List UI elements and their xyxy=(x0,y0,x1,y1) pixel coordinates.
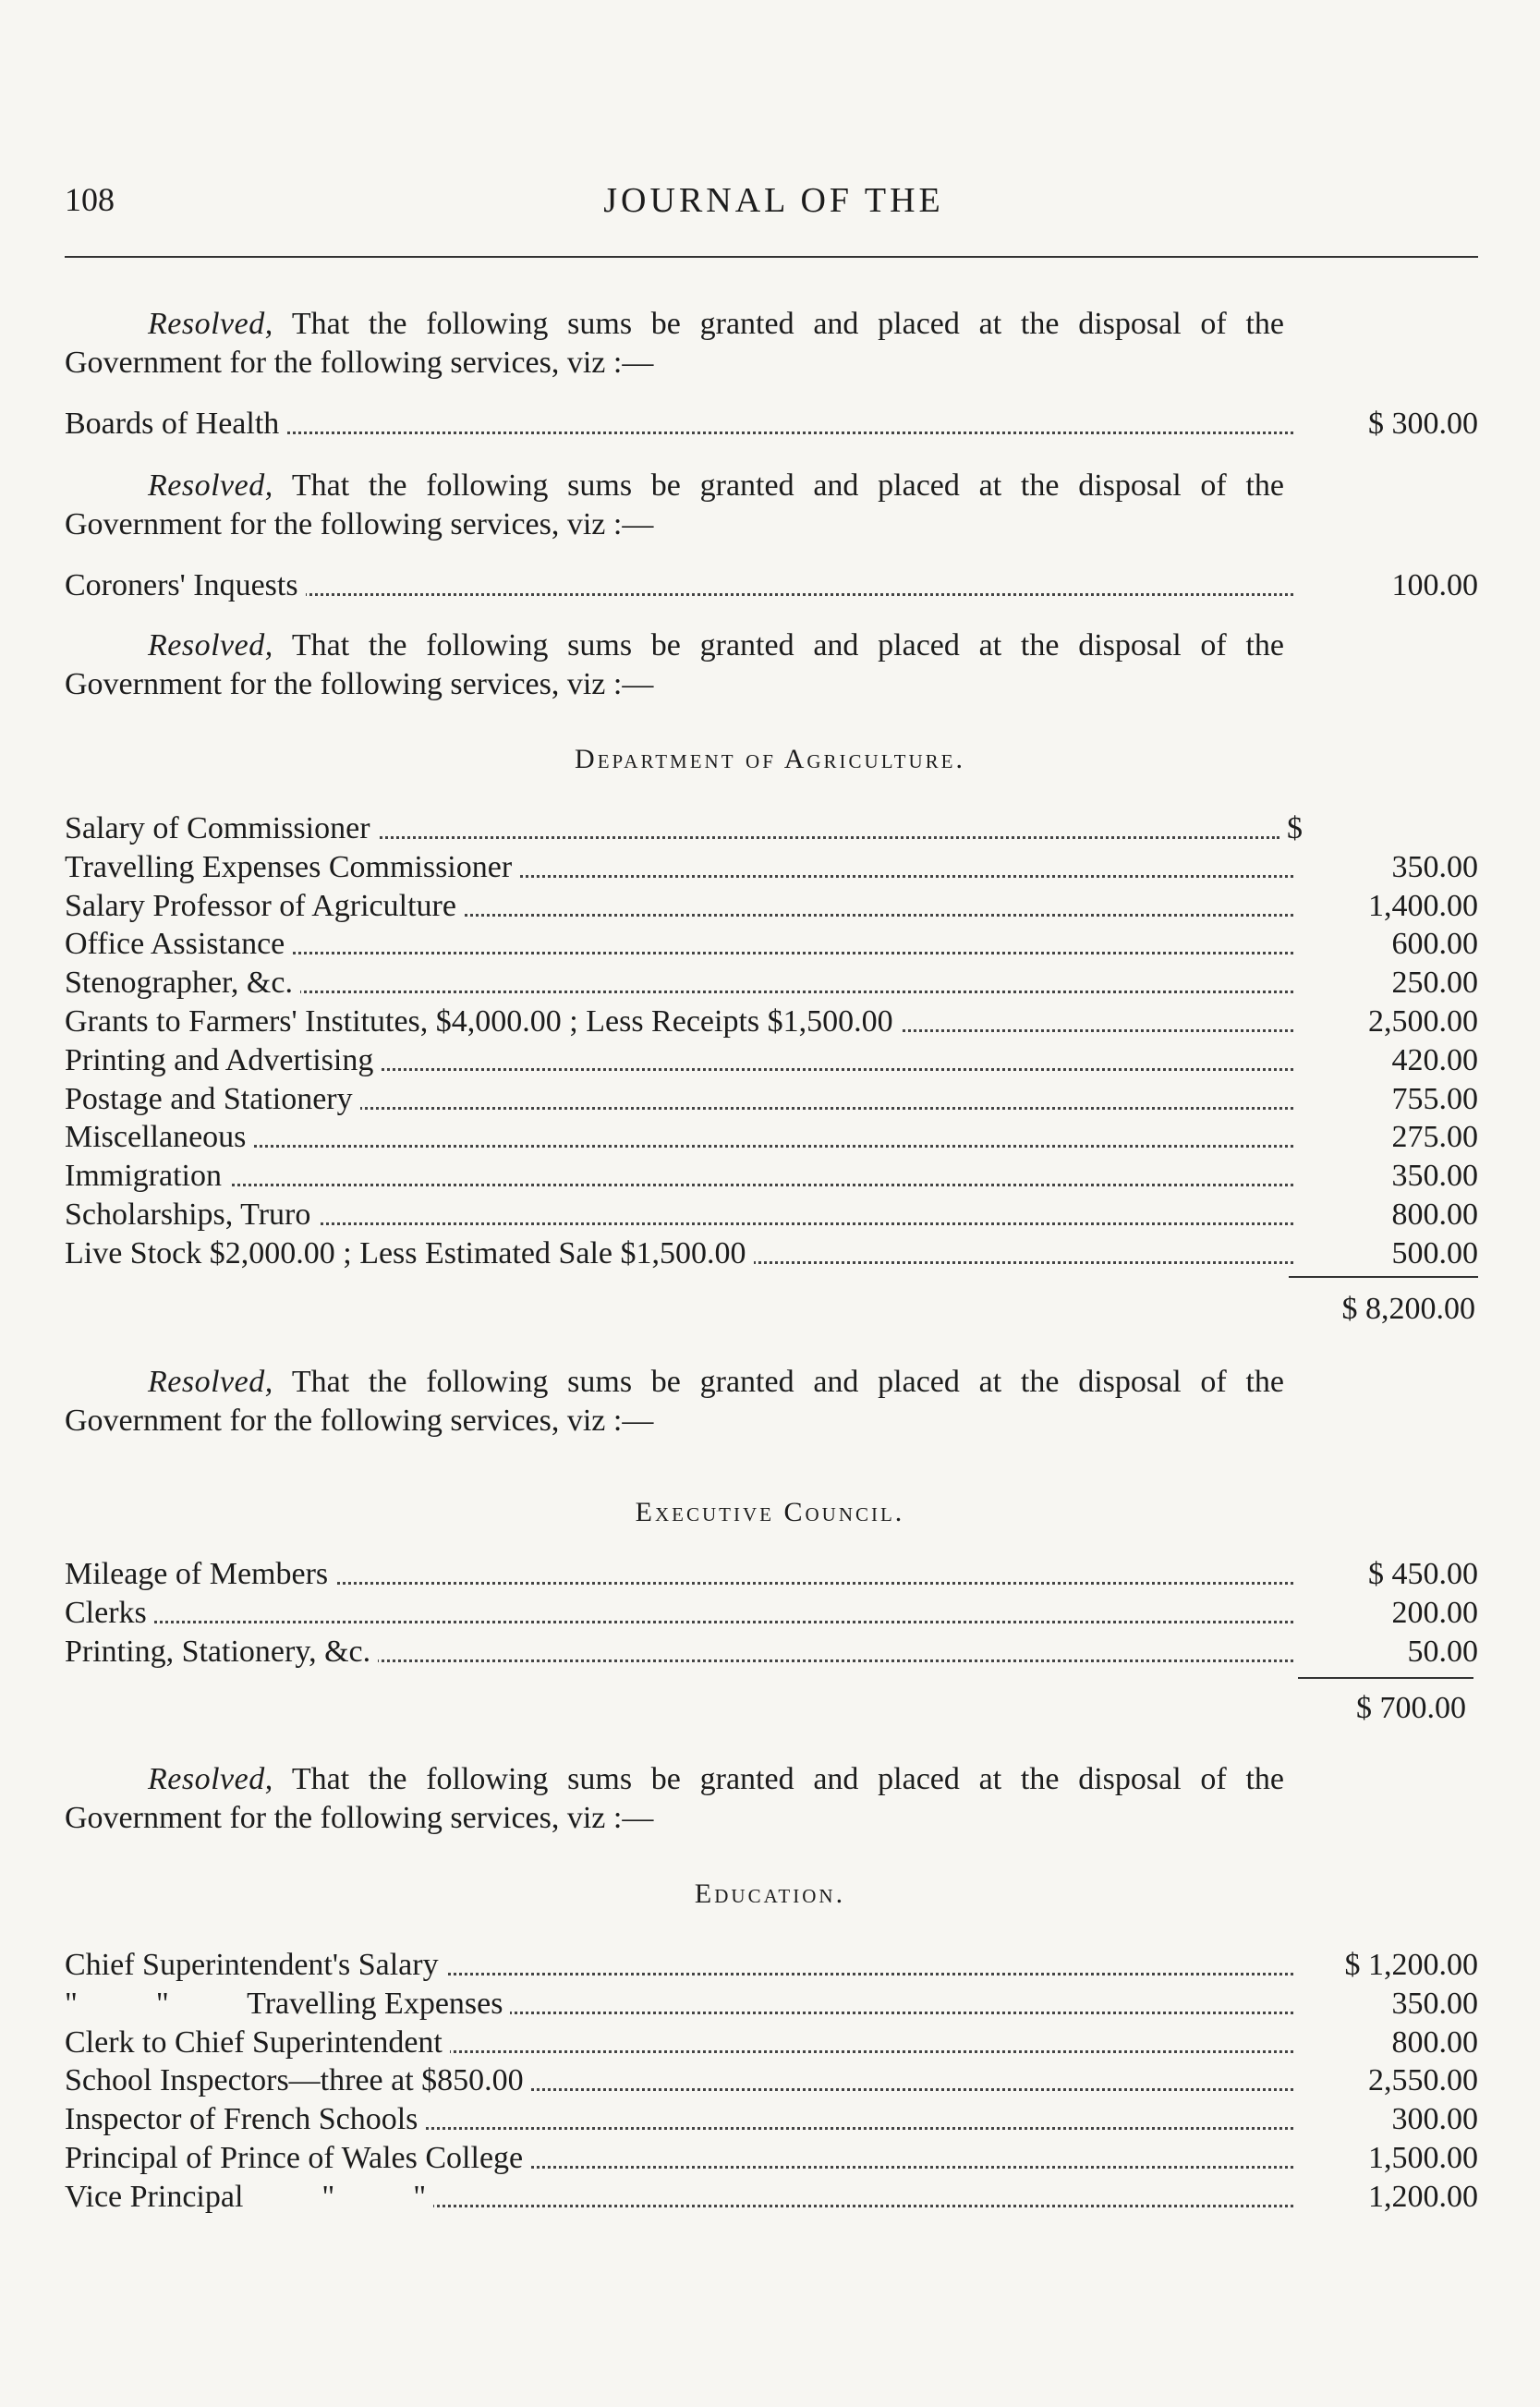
resolved-word: Resolved, xyxy=(148,628,273,663)
total-rule xyxy=(1289,1276,1478,1278)
item-amount: 1,500.00 xyxy=(1368,2140,1478,2175)
section-heading-education: Education. xyxy=(694,1878,846,1909)
item-amount: 1,400.00 xyxy=(1368,888,1478,923)
boards-entry-block xyxy=(65,407,1478,445)
resolved-word: Resolved, xyxy=(148,1762,273,1796)
line-item xyxy=(65,1557,1478,1596)
item-amount: 300.00 xyxy=(1391,2102,1478,2137)
resolution-text: That the following sums be granted and placed at the disposal of the Government for the following services, viz :— xyxy=(65,468,1284,541)
item-label: Travelling Expenses Commissioner xyxy=(65,850,519,885)
line-item xyxy=(65,2141,1478,2180)
item-label: Printing and Advertising xyxy=(65,1043,381,1078)
line-item xyxy=(65,2025,1478,2064)
line-item xyxy=(65,927,1478,966)
item-label: Stenographer, &c. xyxy=(65,966,300,1001)
item-amount: 250.00 xyxy=(1391,966,1478,1001)
item-amount: 350.00 xyxy=(1391,1986,1478,2021)
line-item xyxy=(65,1635,1478,1673)
coroners-entry-block xyxy=(65,568,1478,607)
resolution-paragraph xyxy=(65,305,1284,383)
line-item xyxy=(65,1987,1478,2025)
resolution-text: That the following sums be granted and placed at the disposal of the Government for the following services, viz :— xyxy=(65,1365,1284,1438)
item-amount: 100.00 xyxy=(1391,568,1478,602)
page-number: 108 xyxy=(65,181,115,218)
dot-leader xyxy=(65,1184,1293,1186)
item-amount: 420.00 xyxy=(1391,1042,1478,1077)
item-amount: 50.00 xyxy=(1407,1634,1478,1669)
line-item xyxy=(65,889,1478,928)
item-amount: 800.00 xyxy=(1391,2024,1478,2060)
resolved-word: Resolved, xyxy=(148,1365,273,1399)
item-label: Live Stock $2,000.00 ; Less Estimated Sale $1,500.00 xyxy=(65,1236,754,1271)
line-item xyxy=(65,1120,1478,1159)
section-total: $ 700.00 xyxy=(1356,1691,1466,1725)
item-amount: 755.00 xyxy=(1391,1081,1478,1116)
item-label: Principal of Prince of Wales College xyxy=(65,2141,530,2176)
page-header xyxy=(65,180,1483,236)
item-label: Scholarships, Truro xyxy=(65,1197,318,1233)
resolution-paragraph xyxy=(65,626,1284,704)
item-label: Boards of Health xyxy=(65,407,286,442)
line-item xyxy=(65,2102,1478,2141)
item-label: Mileage of Members xyxy=(65,1557,335,1592)
item-amount: 600.00 xyxy=(1391,927,1478,962)
item-label: Chief Superintendent's Salary xyxy=(65,1948,446,1983)
item-amount: 200.00 xyxy=(1391,1595,1478,1630)
item-label: Inspector of French Schools xyxy=(65,2102,425,2137)
header-rule xyxy=(65,256,1478,258)
item-label: Clerks xyxy=(65,1596,154,1631)
resolution-text: That the following sums be granted and placed at the disposal of the Government for the following services, viz :— xyxy=(65,1762,1284,1835)
item-amount: 350.00 xyxy=(1391,849,1478,884)
item-label: Printing, Stationery, &c. xyxy=(65,1635,378,1670)
item-amount: $ 1,200.00 xyxy=(1344,1948,1478,1982)
item-label: Salary of Commissioner xyxy=(65,811,378,846)
item-label: Grants to Farmers' Institutes, $4,000.00 ; Less Receipts $1,500.00 xyxy=(65,1004,901,1039)
executive-entry-block xyxy=(65,1557,1478,1672)
item-label: Miscellaneous xyxy=(65,1120,253,1155)
total-rule xyxy=(1298,1677,1473,1679)
resolution-paragraph xyxy=(65,467,1284,544)
item-amount: 1,200.00 xyxy=(1368,2179,1478,2214)
line-item xyxy=(65,1043,1478,1082)
item-label: Postage and Stationery xyxy=(65,1082,360,1117)
line-item xyxy=(65,1197,1478,1236)
item-label: School Inspectors—three at $850.00 xyxy=(65,2063,531,2098)
resolution-text: That the following sums be granted and placed at the disposal of the Government for the following services, viz :— xyxy=(65,307,1284,380)
agriculture-entry-block xyxy=(65,811,1478,1275)
line-item xyxy=(65,1236,1478,1275)
item-label: Immigration xyxy=(65,1159,229,1194)
line-item xyxy=(65,811,1478,850)
item-label: Clerk to Chief Superintendent xyxy=(65,2025,450,2061)
line-item xyxy=(65,407,1478,445)
item-amount: 500.00 xyxy=(1391,1235,1478,1270)
line-item xyxy=(65,1082,1478,1121)
item-label: Coroners' Inquests xyxy=(65,568,306,603)
line-item xyxy=(65,1004,1478,1043)
line-item xyxy=(65,1596,1478,1635)
item-label: Office Assistance xyxy=(65,927,292,962)
resolved-word: Resolved, xyxy=(148,307,273,341)
item-amount: 2,500.00 xyxy=(1368,1003,1478,1039)
item-amount: 275.00 xyxy=(1391,1120,1478,1155)
item-amount: 2,550.00 xyxy=(1368,2063,1478,2098)
line-item xyxy=(65,568,1478,607)
line-item xyxy=(65,2180,1478,2219)
education-entry-block xyxy=(65,1948,1478,2219)
item-label: Salary Professor of Agriculture xyxy=(65,889,464,924)
item-label: Vice Principal " " xyxy=(65,2180,433,2215)
line-item xyxy=(65,2063,1478,2102)
item-amount: $ 450.00 xyxy=(1368,1557,1478,1591)
item-amount: $ 300.00 xyxy=(1368,407,1478,441)
item-amount: 350.00 xyxy=(1391,1159,1478,1194)
line-item xyxy=(65,966,1478,1004)
line-item xyxy=(65,1948,1478,1987)
line-item xyxy=(65,850,1478,889)
item-label: " " Travelling Expenses xyxy=(65,1987,510,2022)
section-total: $ 8,200.00 xyxy=(1341,1292,1475,1326)
line-item xyxy=(65,1159,1478,1197)
dot-leader xyxy=(65,1621,1293,1623)
running-title: JOURNAL OF THE xyxy=(603,181,944,220)
resolution-text: That the following sums be granted and placed at the disposal of the Government for the following services, viz :— xyxy=(65,628,1284,701)
resolution-paragraph xyxy=(65,1363,1284,1441)
resolution-paragraph xyxy=(65,1760,1284,1838)
resolved-word: Resolved, xyxy=(148,468,273,503)
item-amount: 800.00 xyxy=(1391,1197,1478,1232)
dollar-sign: $ xyxy=(1281,811,1303,846)
section-heading-agriculture: Department of Agriculture. xyxy=(575,744,965,774)
section-heading-executive: Executive Council. xyxy=(635,1497,905,1527)
